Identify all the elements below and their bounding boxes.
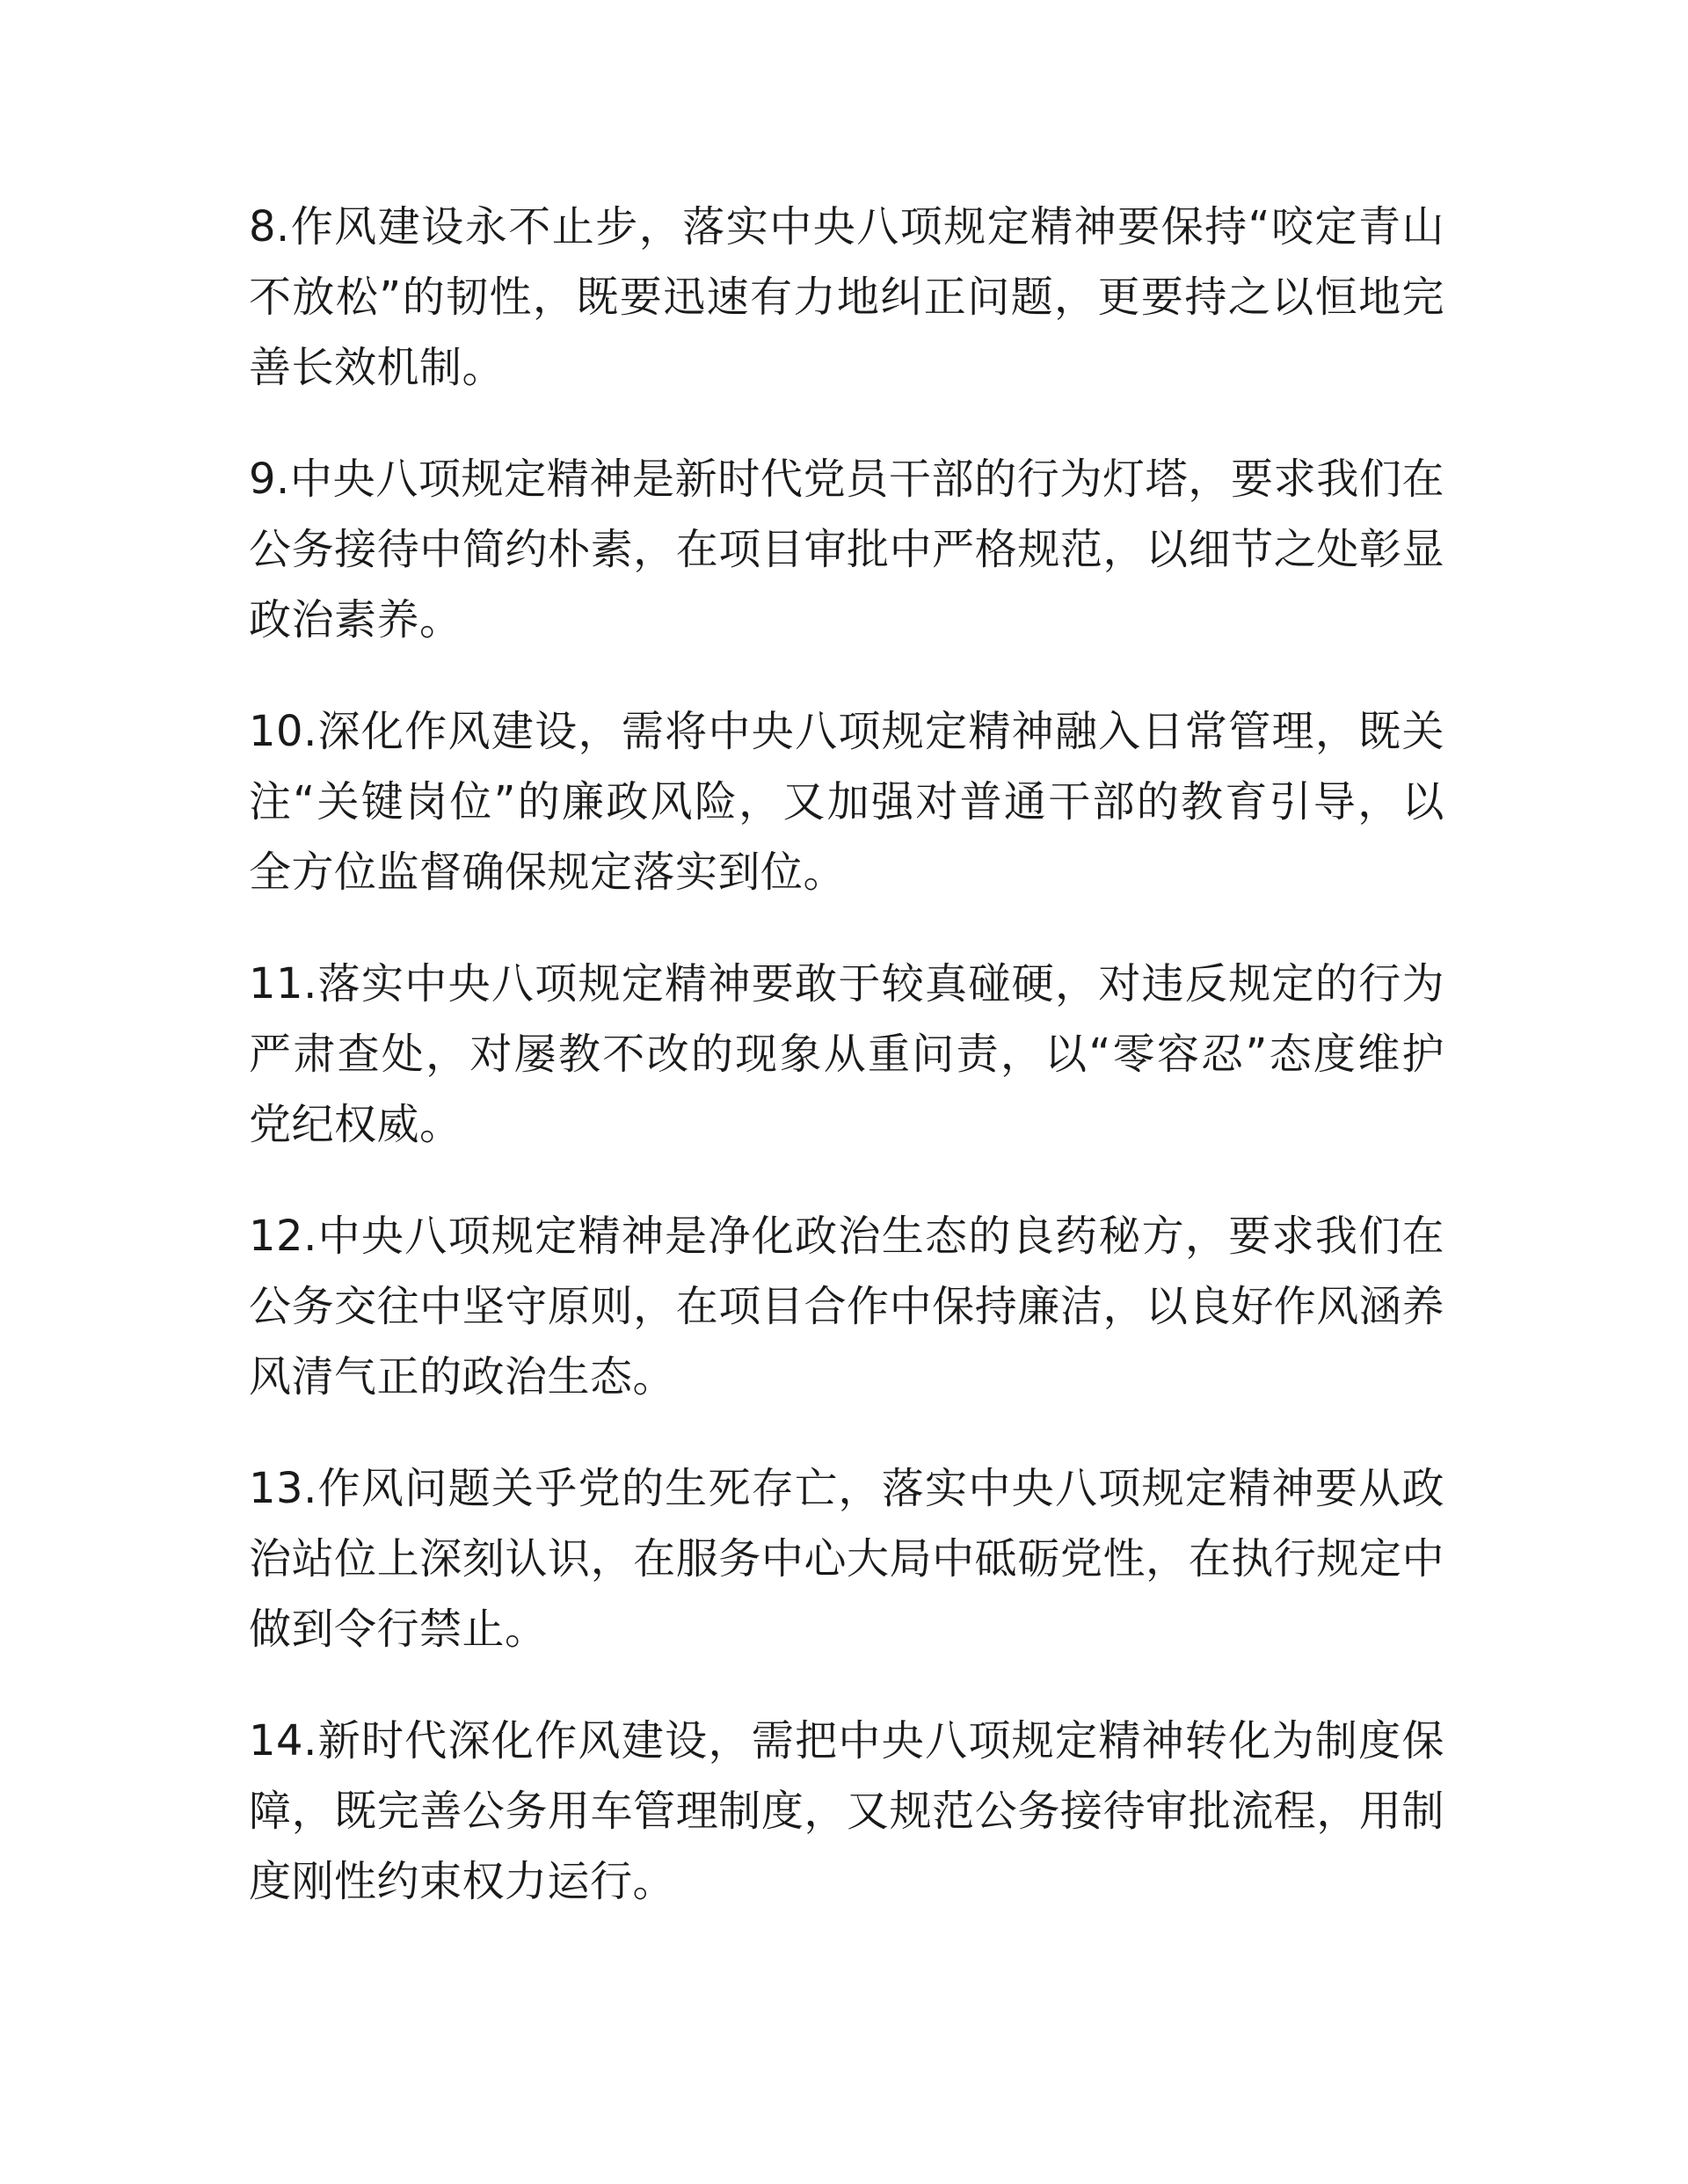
paragraph-8 (249, 192, 1444, 403)
paragraph-number: 12. (249, 1212, 317, 1261)
paragraph-10 (249, 696, 1444, 907)
paragraph-number: 11. (249, 959, 317, 1008)
paragraph-text: 作风建设永不止步，落实中央八项规定精神要保持“咬定青山不放松”的韧性，既要迅速有力地纠正问题，更要持之以恒地完善长效机制。 (249, 202, 1444, 392)
paragraph-text: 作风问题关乎党的生死存亡，落实中央八项规定精神要从政治站位上深刻认识，在服务中心大局中砥砺党性，在执行规定中做到令行禁止。 (249, 1464, 1444, 1654)
paragraph-text: 落实中央八项规定精神要敢于较真碰硬，对违反规定的行为严肃查处，对屡教不改的现象从重问责，以“零容忍”态度维护党纪权威。 (249, 959, 1444, 1149)
paragraph-text: 中央八项规定精神是净化政治生态的良药秘方，要求我们在公务交往中坚守原则，在项目合作中保持廉洁，以良好作风涵养风清气正的政治生态。 (249, 1212, 1444, 1401)
paragraph-13 (249, 1453, 1444, 1664)
paragraph-12 (249, 1201, 1444, 1412)
paragraph-number: 8. (249, 202, 290, 251)
paragraph-number: 10. (249, 707, 317, 756)
paragraph-text: 新时代深化作风建设，需把中央八项规定精神转化为制度保障，既完善公务用车管理制度，又规范公务接待审批流程，用制度刚性约束权力运行。 (249, 1716, 1444, 1906)
document-body (249, 192, 1444, 1958)
paragraph-text: 中央八项规定精神是新时代党员干部的行为灯塔，要求我们在公务接待中简约朴素，在项目审批中严格规范，以细节之处彰显政治素养。 (249, 455, 1444, 644)
paragraph-text: 深化作风建设，需将中央八项规定精神融入日常管理，既关注“关键岗位”的廉政风险，又加强对普通干部的教育引导，以全方位监督确保规定落实到位。 (249, 707, 1444, 897)
paragraph-14 (249, 1706, 1444, 1917)
paragraph-11 (249, 949, 1444, 1160)
paragraph-number: 9. (249, 455, 290, 504)
paragraph-number: 14. (249, 1716, 317, 1765)
paragraph-9 (249, 444, 1444, 655)
paragraph-number: 13. (249, 1464, 317, 1513)
